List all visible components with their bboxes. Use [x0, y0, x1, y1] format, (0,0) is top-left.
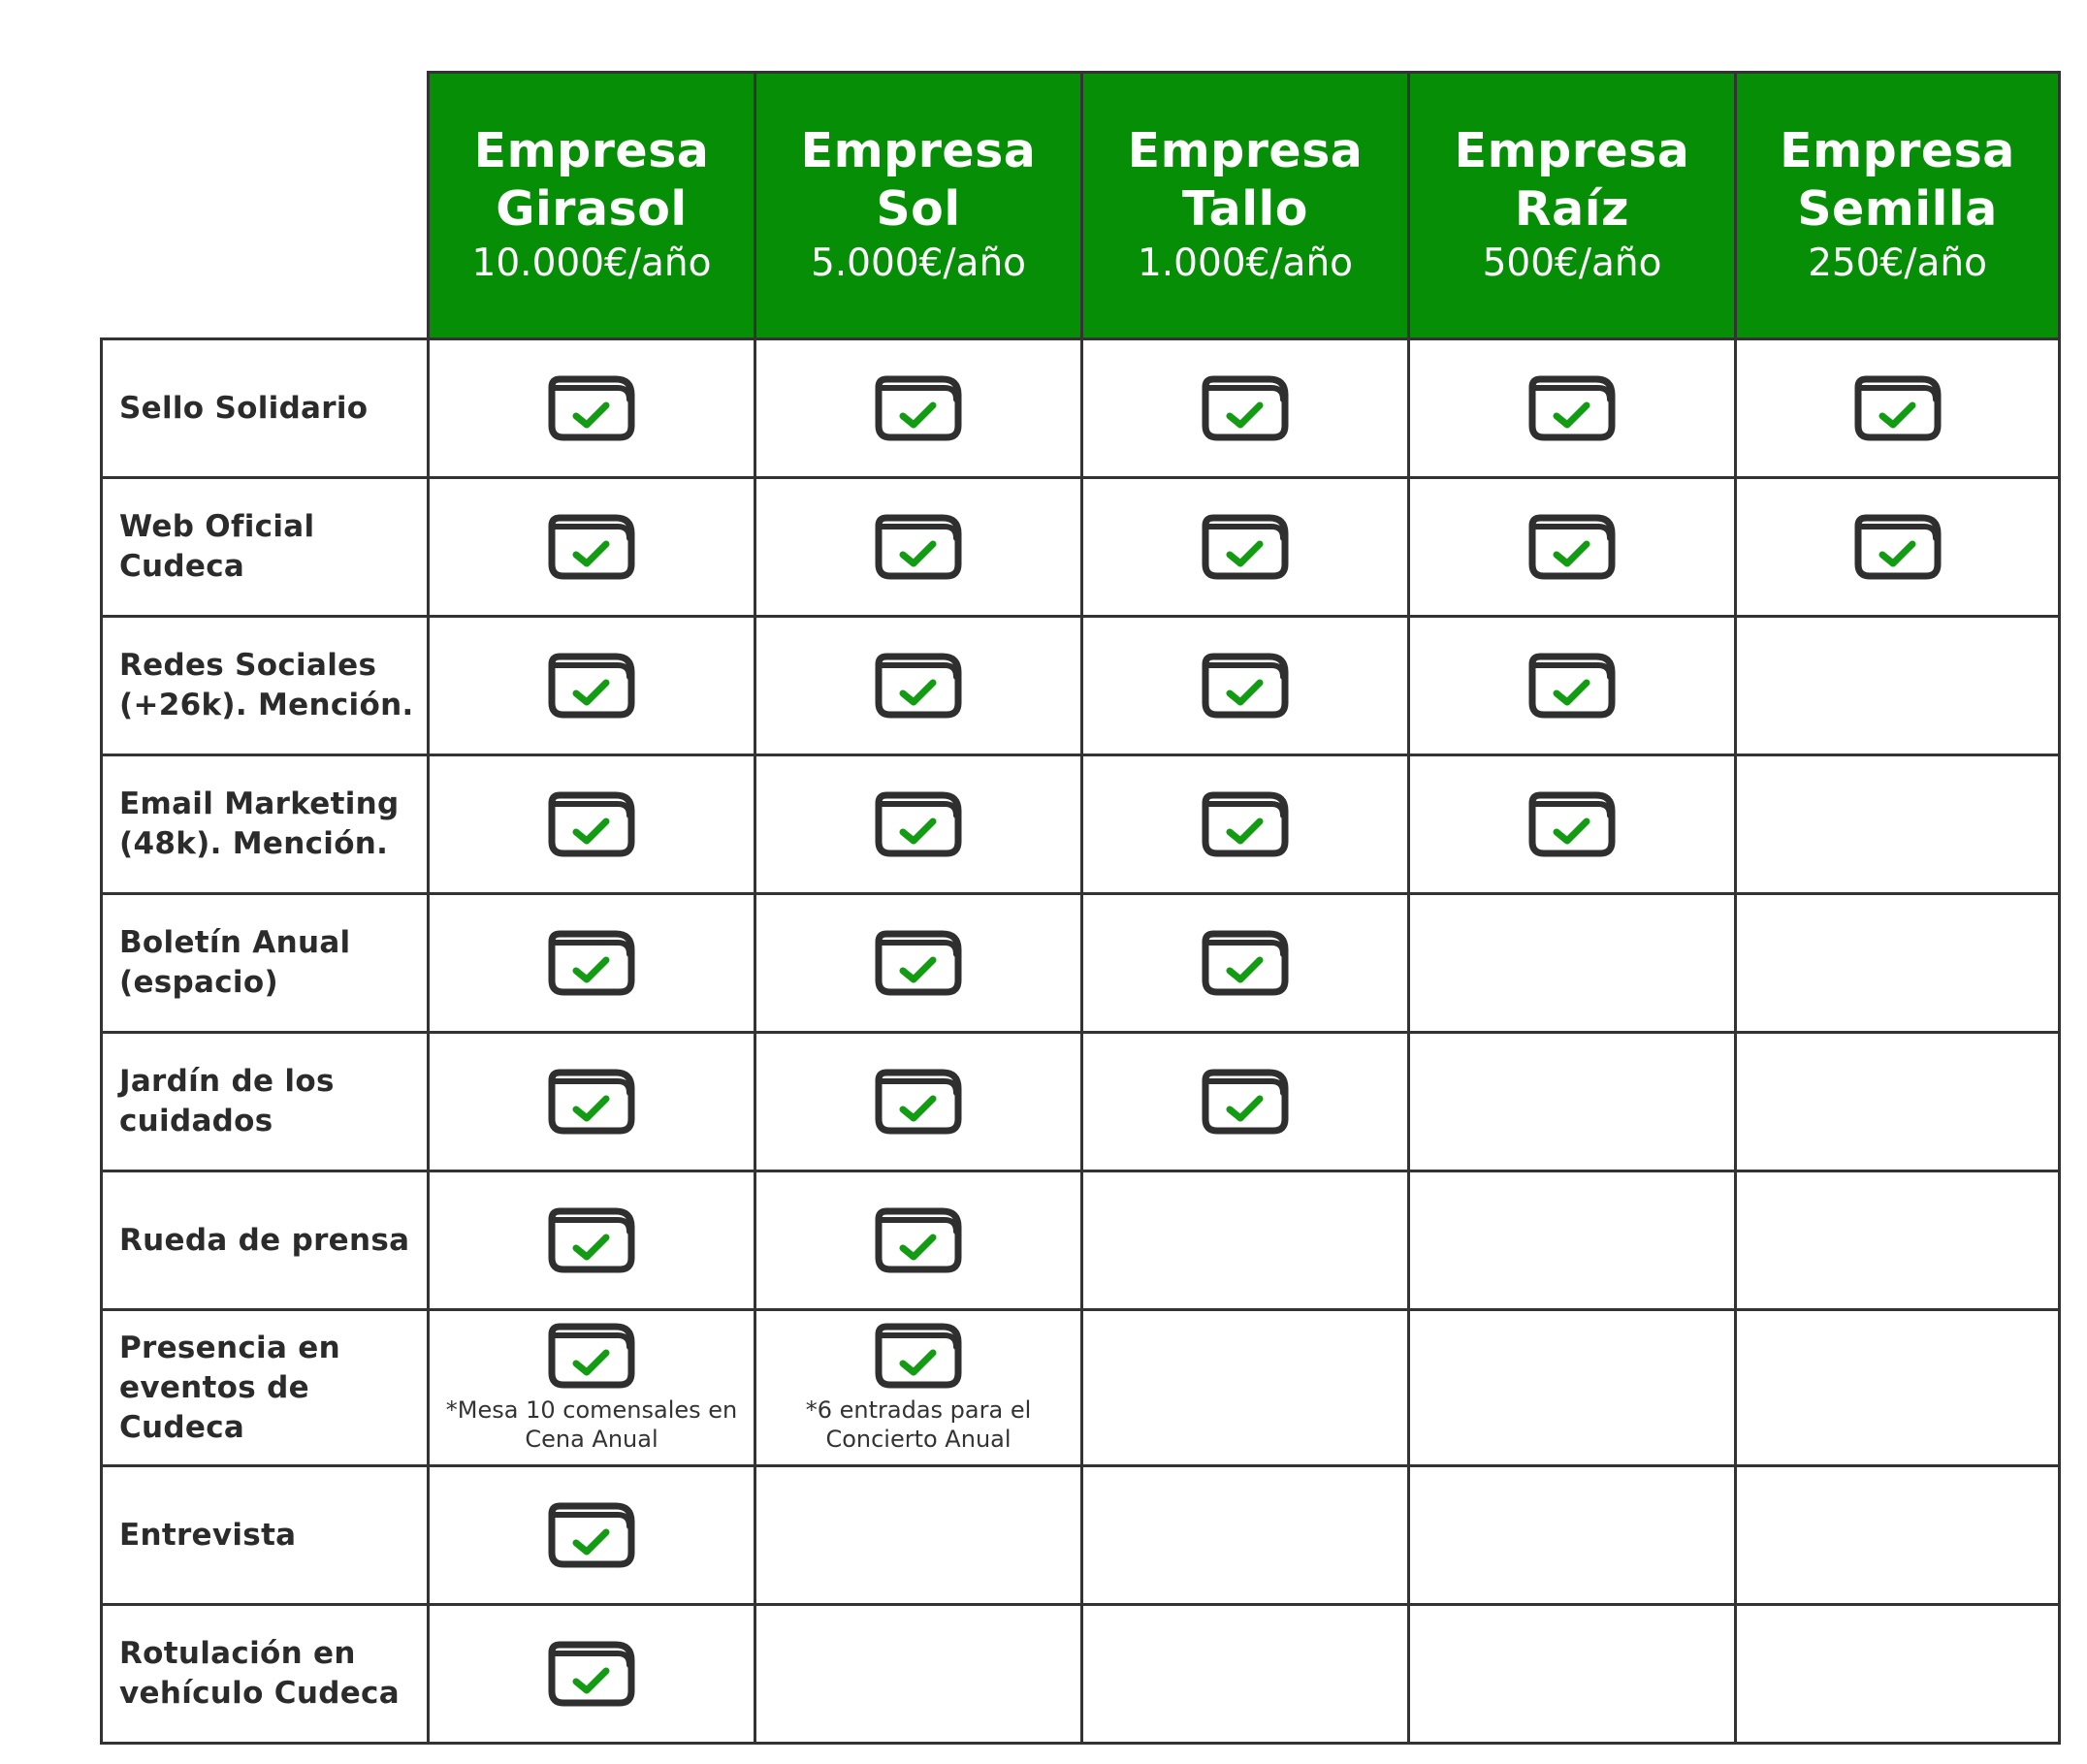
table-cell — [754, 1170, 1083, 1311]
table-cell — [754, 1308, 1083, 1467]
plan-price: 500€/año — [1482, 241, 1662, 285]
table-cell — [754, 1031, 1083, 1172]
table-cell — [427, 1603, 756, 1745]
table-cell — [1734, 1464, 2061, 1606]
check-box-icon — [873, 374, 964, 442]
check-box-icon — [1852, 374, 1943, 442]
table-cell — [1407, 1603, 1737, 1745]
row-label — [100, 476, 430, 618]
plan-price: 1.000€/año — [1137, 241, 1354, 285]
cell-note: *6 entradas para el Concierto Anual — [805, 1396, 1032, 1453]
plan-price: 250€/año — [1808, 241, 1987, 285]
table-cell — [1080, 1308, 1410, 1467]
table-cell — [1407, 754, 1737, 895]
table-cell — [1734, 1308, 2061, 1467]
table-cell — [1080, 476, 1410, 618]
table-cell — [1407, 1308, 1737, 1467]
check-box-icon — [873, 929, 964, 997]
cell-note: *Mesa 10 comensales en Cena Anual — [445, 1396, 738, 1453]
row-label — [100, 1170, 430, 1311]
check-box-icon — [1200, 513, 1291, 581]
table-cell — [754, 337, 1083, 479]
row-label-text: Rotulación en vehículo Cudeca — [119, 1636, 400, 1711]
check-box-icon — [1200, 1068, 1291, 1136]
row-label-text: Email Marketing (48k). Mención. — [119, 786, 400, 861]
table-cell — [1407, 615, 1737, 756]
table-cell — [754, 1464, 1083, 1606]
table-cell — [1407, 1464, 1737, 1606]
column-header — [754, 71, 1083, 340]
table-cell — [754, 1603, 1083, 1745]
check-box-icon — [873, 790, 964, 858]
row-label-text: Rueda de prensa — [119, 1222, 410, 1258]
table-cell — [1734, 337, 2061, 479]
table-cell — [1734, 1031, 2061, 1172]
table-cell — [427, 1170, 756, 1311]
table-cell — [427, 476, 756, 618]
column-header — [1407, 71, 1737, 340]
row-label-text: Redes Sociales (+26k). Mención. — [119, 648, 414, 722]
table-cell — [1407, 1031, 1737, 1172]
table-cell — [1080, 337, 1410, 479]
table-cell — [1407, 337, 1737, 479]
check-box-icon — [546, 929, 637, 997]
row-label — [100, 337, 430, 479]
table-cell — [1734, 476, 2061, 618]
check-box-icon — [1526, 652, 1618, 720]
check-box-icon — [546, 1501, 637, 1569]
table-cell — [754, 754, 1083, 895]
row-label-text: Jardín de los cuidados — [119, 1064, 335, 1139]
table-cell — [1080, 1170, 1410, 1311]
table-cell — [1407, 476, 1737, 618]
plan-name: Empresa Tallo — [1127, 123, 1364, 237]
row-label — [100, 615, 430, 756]
row-label-text: Presencia en eventos de Cudeca — [119, 1330, 340, 1445]
table-cell — [1734, 892, 2061, 1034]
table-cell — [1080, 754, 1410, 895]
check-box-icon — [873, 652, 964, 720]
plan-name: Empresa Girasol — [473, 123, 710, 237]
column-header — [1080, 71, 1410, 340]
table-cell — [1080, 615, 1410, 756]
check-box-icon — [546, 1322, 637, 1390]
plan-name: Empresa Sol — [800, 123, 1037, 237]
table-cell — [1734, 1603, 2061, 1745]
plan-name: Empresa Semilla — [1780, 123, 2015, 237]
check-box-icon — [546, 374, 637, 442]
table-cell — [1734, 1170, 2061, 1311]
table-cell — [1734, 754, 2061, 895]
check-box-icon — [546, 1068, 637, 1136]
table-cell — [754, 476, 1083, 618]
plan-price: 5.000€/año — [810, 241, 1027, 285]
table-cell — [427, 337, 756, 479]
table-cell — [427, 892, 756, 1034]
check-box-icon — [546, 1206, 637, 1274]
table-cell — [1407, 1170, 1737, 1311]
column-header — [427, 71, 756, 340]
table-cell — [1080, 1031, 1410, 1172]
row-label-text: Sello Solidario — [119, 390, 369, 426]
row-label — [100, 1464, 430, 1606]
check-box-icon — [1200, 652, 1291, 720]
column-header — [1734, 71, 2061, 340]
check-box-icon — [546, 652, 637, 720]
row-label — [100, 1308, 430, 1467]
table-cell — [754, 615, 1083, 756]
table-cell — [427, 1031, 756, 1172]
check-box-icon — [873, 1322, 964, 1390]
table-cell — [427, 754, 756, 895]
row-label-text: Boletín Anual (espacio) — [119, 925, 351, 1000]
check-box-icon — [873, 1068, 964, 1136]
check-box-icon — [546, 513, 637, 581]
row-label — [100, 892, 430, 1034]
plan-name: Empresa Raíz — [1454, 123, 1690, 237]
table-cell — [1080, 1603, 1410, 1745]
check-box-icon — [1200, 790, 1291, 858]
table-cell — [1734, 615, 2061, 756]
check-box-icon — [1526, 790, 1618, 858]
row-label-text: Web Oficial Cudeca — [119, 509, 315, 584]
table-cell — [1407, 892, 1737, 1034]
check-box-icon — [1200, 374, 1291, 442]
row-label — [100, 754, 430, 895]
check-box-icon — [1526, 374, 1618, 442]
table-cell — [1080, 892, 1410, 1034]
row-label — [100, 1031, 430, 1172]
check-box-icon — [1526, 513, 1618, 581]
table-cell — [427, 1464, 756, 1606]
plan-price: 10.000€/año — [471, 241, 712, 285]
check-box-icon — [546, 790, 637, 858]
table-cell — [754, 892, 1083, 1034]
table-cell — [1080, 1464, 1410, 1606]
table-cell — [427, 1308, 756, 1467]
row-label — [100, 1603, 430, 1745]
check-box-icon — [546, 1640, 637, 1708]
check-box-icon — [1200, 929, 1291, 997]
check-box-icon — [873, 1206, 964, 1274]
check-box-icon — [873, 513, 964, 581]
check-box-icon — [1852, 513, 1943, 581]
table-cell — [427, 615, 756, 756]
row-label-text: Entrevista — [119, 1517, 297, 1553]
